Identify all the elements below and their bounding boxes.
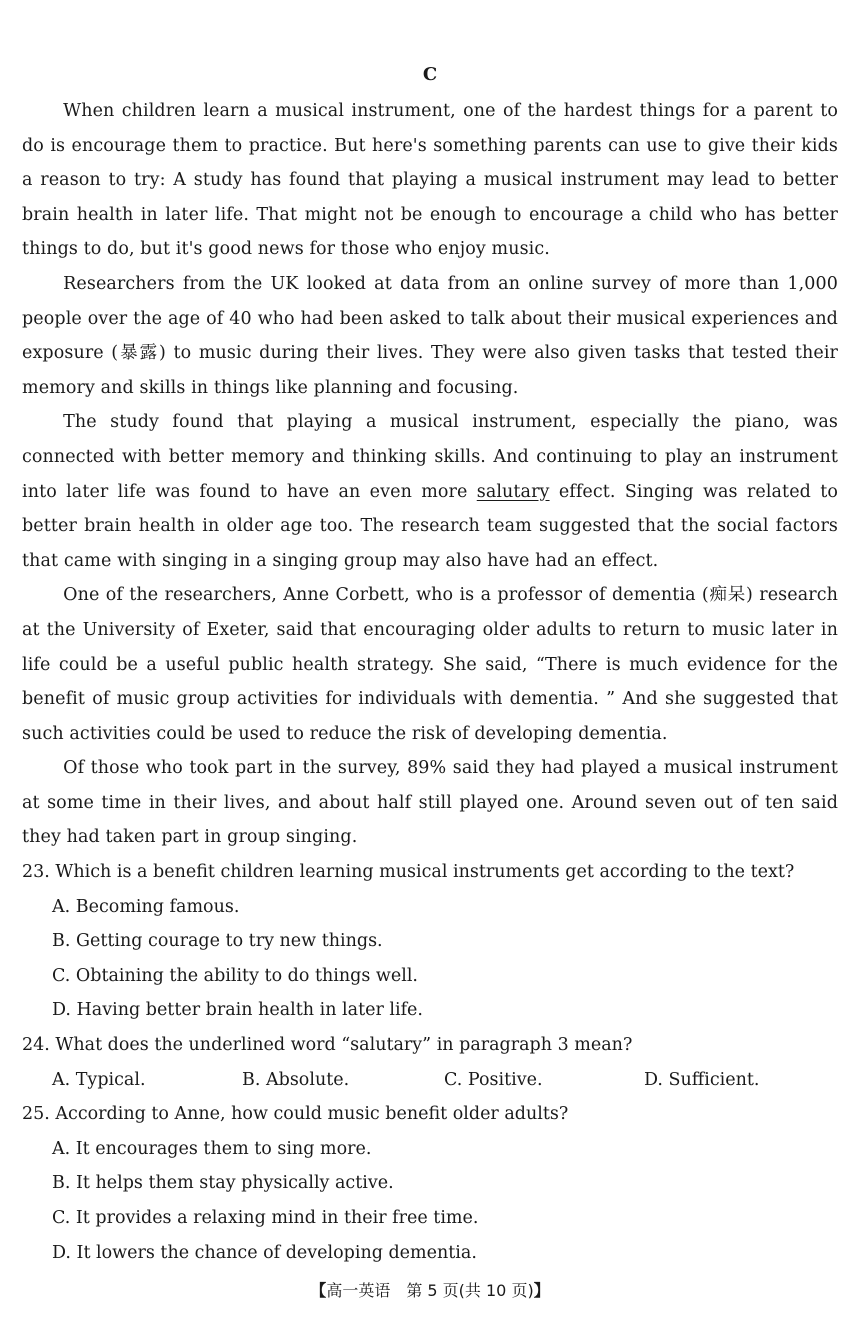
paragraph-3-text-before: The study found that playing a musical instrument, especially the piano, was connected with better memory and thinking skills. And continuing to play an instrument into later life was found to have an even more [22, 412, 838, 502]
underlined-word: salutary [476, 481, 550, 502]
footer-bracket-close: 】 [533, 1281, 550, 1300]
paragraph-3 [22, 405, 838, 578]
option-b: B. Getting courage to try new things. [52, 931, 383, 952]
paragraph-2: Researchers from the UK looked at data from an online survey of more than 1,000 people over the age of 40 who had been asked to talk about their musical experiences and exposure (暴露) to music during their lives. They were also given tasks that tested their memory and skills in things like planning and focusing. [22, 273, 838, 398]
section-title: C [422, 64, 438, 85]
option-d: D. It lowers the chance of developing dementia. [52, 1242, 477, 1263]
question-list [22, 855, 838, 1270]
option-b: B. It helps them stay physically active. [52, 1173, 394, 1194]
option-d: D. Sufficient. [644, 1069, 760, 1090]
question-stem: 25. According to Anne, how could music benefit older adults? [22, 1104, 569, 1125]
option-c: C. Positive. [444, 1069, 543, 1090]
page-footer [0, 1278, 860, 1301]
paragraph-4: One of the researchers, Anne Corbett, who is a professor of dementia (痴呆) research at the University of Exeter, said that encouraging older adults to return to music later in life could be a useful public health strategy. She said, “There is much evidence for the benefit of music group activities for individuals with dementia. ” And she suggested that such activities could be used to reduce the risk of developing dementia. [22, 585, 838, 744]
option-row [22, 1063, 838, 1098]
paragraph-5: Of those who took part in the survey, 89% said they had played a musical instrument at some time in their lives, and about half still played one. Around seven out of ten said they had taken part in group singing. [22, 758, 838, 848]
question-25 [22, 1097, 838, 1270]
question-24 [22, 1028, 838, 1097]
option-a: A. Typical. [52, 1069, 146, 1090]
option-c: C. It provides a relaxing mind in their free time. [52, 1208, 479, 1228]
question-stem: 23. Which is a benefit children learning musical instruments get according to the text? [22, 862, 795, 883]
footer-text: 高一英语 第 5 页(共 10 页) [326, 1281, 534, 1300]
option-c: C. Obtaining the ability to do things well. [52, 965, 418, 986]
question-stem: 24. What does the underlined word “salutary” in paragraph 3 mean? [22, 1035, 633, 1056]
option-a: A. It encourages them to sing more. [52, 1138, 372, 1159]
paragraph-1: When children learn a musical instrument, one of the hardest things for a parent to do is encourage them to practice. But here's something parents can use to give their kids a reason to try: A study has found that playing a musical instrument may lead to better brain health in later life. That might not be enough to encourage a child who has better things to do, but it's good news for those who enjoy music. [22, 101, 838, 260]
option-b: B. Absolute. [242, 1069, 350, 1090]
option-a: A. Becoming famous. [52, 896, 240, 917]
footer-bracket-open: 【 [310, 1281, 327, 1300]
option-d: D. Having better brain health in later life. [52, 1000, 423, 1021]
exam-page [22, 60, 838, 1270]
paragraph-3-text-after: effect. Singing was related to better brain health in older age too. The research team suggested that the social factors that came with singing in a singing group may also have had an effect. [22, 481, 838, 571]
question-23 [22, 855, 838, 1028]
